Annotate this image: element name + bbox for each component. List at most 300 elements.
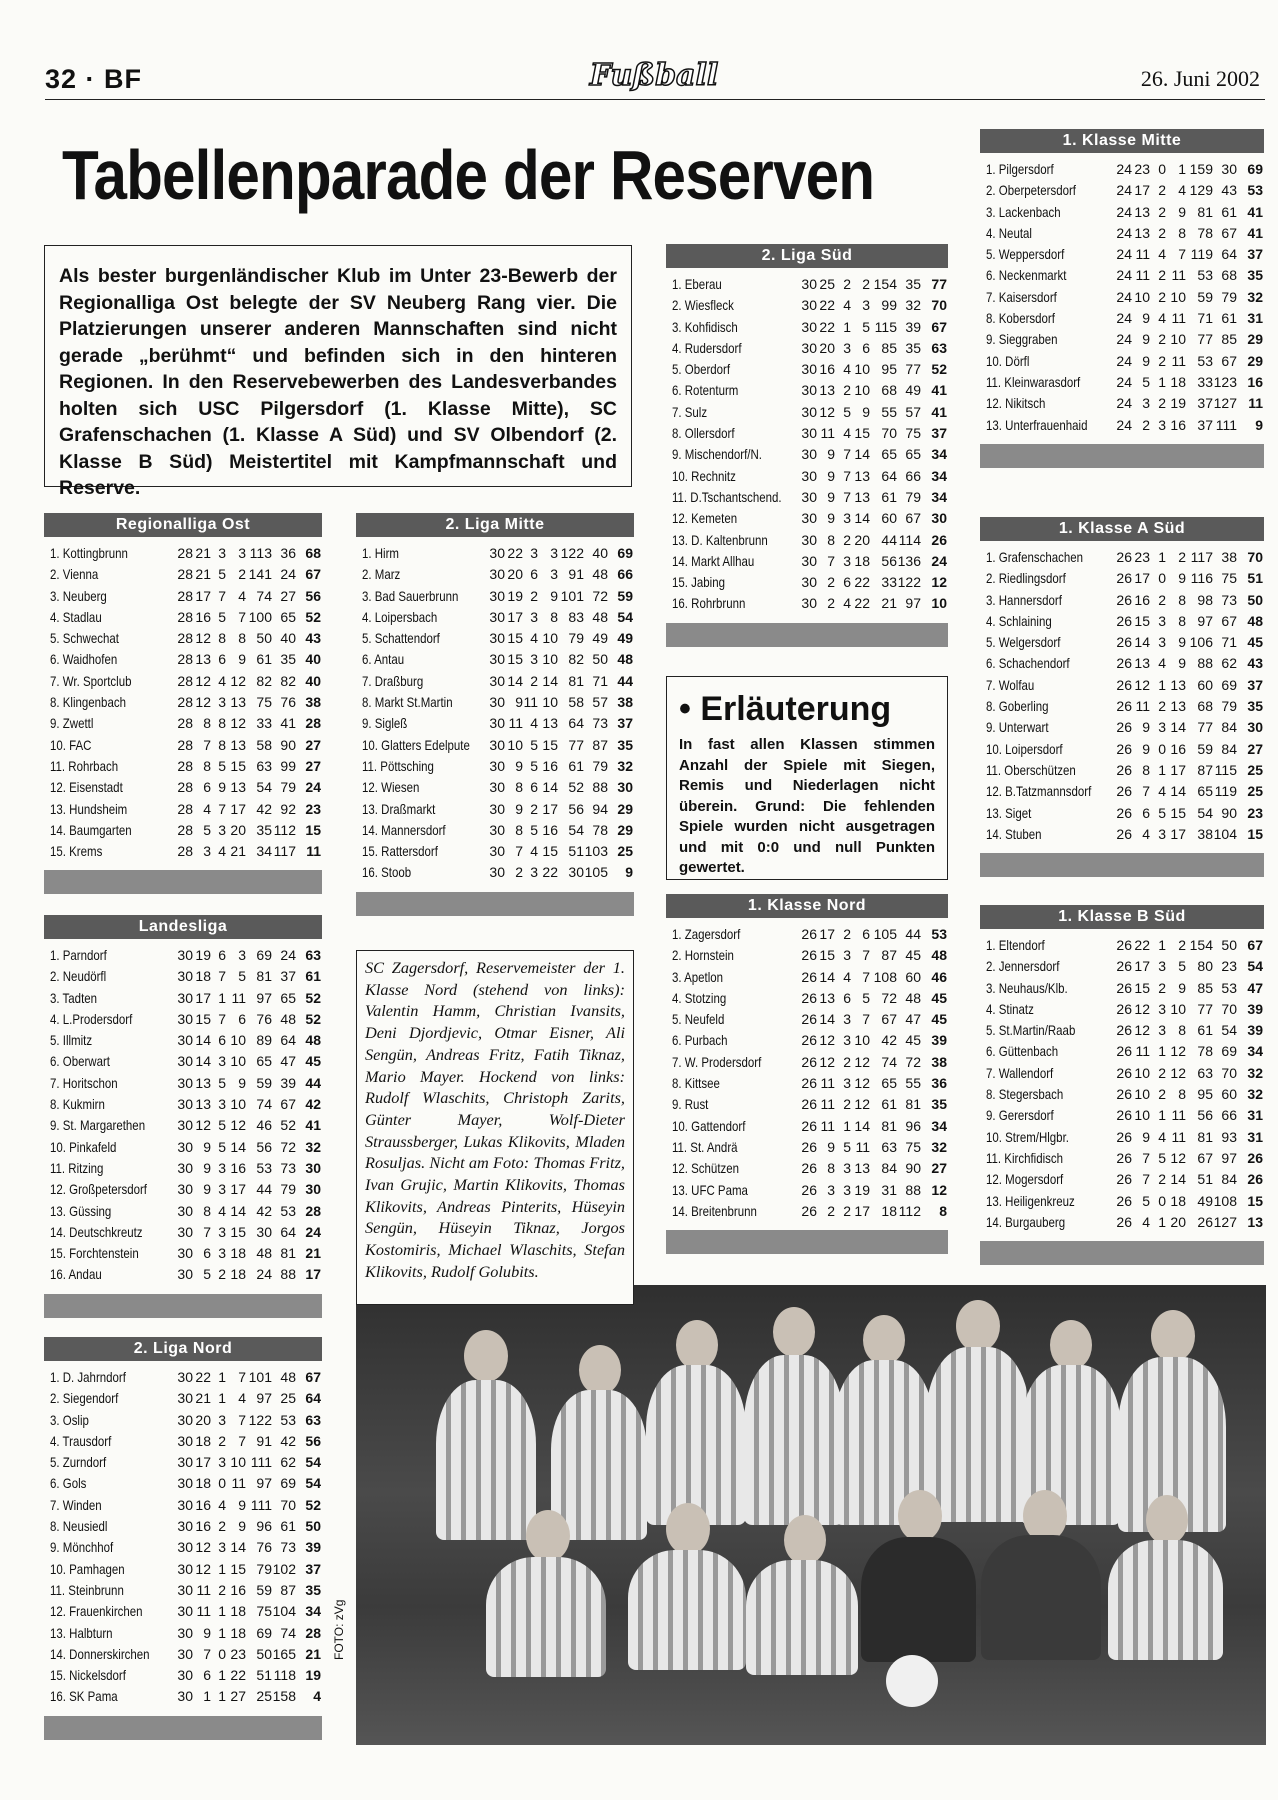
table-row	[44, 564, 322, 585]
team-name: 15. Jabing	[672, 574, 725, 591]
table-1-klasse-a-sued	[980, 517, 1264, 877]
stat-cell: 53	[1197, 267, 1213, 284]
stat-cell: 30	[489, 843, 505, 860]
points: 32	[1247, 288, 1263, 305]
team-name: 1. Pilgersdorf	[986, 161, 1054, 177]
stat-cell: 79	[280, 1181, 296, 1198]
points: 54	[617, 608, 633, 625]
stat-cell: 17	[507, 608, 523, 625]
stat-cell: 9	[1178, 203, 1186, 220]
team-name: 13. Güssing	[50, 1202, 112, 1219]
stat-cell: 68	[1221, 267, 1237, 284]
stat-cell: 22	[854, 595, 870, 612]
stat-cell: 60	[1221, 1086, 1237, 1103]
team-name: 3. Kohfidisch	[672, 318, 738, 335]
stat-cell: 96	[256, 1518, 272, 1535]
stat-cell: 20	[507, 566, 523, 583]
table-row	[44, 543, 322, 564]
stat-cell: 119	[1190, 246, 1213, 263]
stat-cell: 59	[1197, 740, 1213, 757]
stat-cell: 20	[854, 531, 870, 548]
stat-cell: 67	[1221, 352, 1237, 369]
stat-cell: 30	[177, 1518, 193, 1535]
stat-cell: 90	[280, 736, 296, 753]
stat-cell: 3	[1158, 958, 1166, 975]
stat-cell: 56	[568, 800, 584, 817]
points: 39	[1247, 1022, 1263, 1039]
player	[981, 1535, 1101, 1660]
stat-cell: 30	[177, 1138, 193, 1155]
stat-cell: 101	[248, 1369, 272, 1385]
stat-cell: 28	[177, 566, 193, 583]
table-row	[980, 1191, 1264, 1212]
points: 41	[1247, 203, 1263, 220]
stat-cell: 127	[1213, 1213, 1237, 1230]
table-row	[356, 777, 634, 798]
stat-cell: 17	[854, 1202, 870, 1219]
stat-cell: 65	[881, 1075, 897, 1092]
stat-cell: 79	[592, 757, 608, 774]
stat-cell: 16	[542, 757, 558, 774]
stat-cell: 14	[230, 1539, 246, 1556]
points: 42	[305, 1096, 321, 1113]
stat-cell: 3	[203, 843, 211, 860]
stat-cell: 4	[1178, 182, 1186, 199]
stat-cell: 10	[1134, 1064, 1150, 1081]
table-row	[666, 1030, 948, 1051]
stat-cell: 19	[854, 1181, 870, 1198]
stat-cell: 77	[905, 361, 921, 378]
stat-cell: 24	[1116, 395, 1132, 412]
stat-cell: 5	[218, 1138, 226, 1155]
stat-cell: 3	[843, 947, 851, 964]
stat-cell: 50	[256, 1645, 272, 1662]
stat-cell: 15	[542, 736, 558, 753]
points: 31	[1247, 1107, 1263, 1124]
stat-cell: 61	[881, 488, 897, 505]
team-name: 14. Deutschkreutz	[50, 1223, 143, 1240]
player	[436, 1380, 536, 1540]
stat-cell: 3	[218, 1411, 226, 1428]
stat-cell: 9	[1178, 655, 1186, 672]
stat-cell: 90	[905, 1160, 921, 1177]
stat-cell: 30	[489, 566, 505, 583]
stat-cell: 5	[203, 1266, 211, 1283]
stat-cell: 5	[218, 1117, 226, 1134]
team-name: 7. Kaisersdorf	[986, 288, 1057, 305]
stat-cell: 65	[1197, 783, 1213, 800]
points: 46	[931, 968, 947, 985]
stat-cell: 2	[1178, 549, 1186, 565]
stat-cell: 26	[1197, 1213, 1213, 1230]
stat-cell: 24	[1116, 373, 1132, 390]
stat-cell: 3	[843, 1011, 851, 1028]
points: 15	[1247, 1192, 1263, 1209]
points: 35	[1247, 698, 1263, 715]
stat-cell: 12	[819, 1053, 835, 1070]
stat-cell: 90	[1221, 804, 1237, 821]
points: 45	[931, 989, 947, 1006]
stat-cell: 26	[1116, 1192, 1132, 1209]
stat-cell: 3	[1158, 1000, 1166, 1017]
stat-cell: 2	[843, 1053, 851, 1070]
stat-cell: 30	[489, 800, 505, 817]
stat-cell: 3	[550, 545, 558, 561]
stat-cell: 5	[203, 821, 211, 838]
stat-cell: 24	[1116, 224, 1132, 241]
stat-cell: 99	[280, 757, 296, 774]
stat-cell: 81	[280, 1245, 296, 1262]
points: 39	[1247, 1000, 1263, 1017]
stat-cell: 5	[862, 318, 870, 335]
stat-cell: 2	[843, 382, 851, 399]
stat-cell: 15	[507, 651, 523, 668]
team-name: 2. Riedlingsdorf	[986, 570, 1066, 587]
stat-cell: 3	[218, 1096, 226, 1113]
team-name: 4. Neutal	[986, 224, 1032, 241]
stat-cell: 3	[1142, 395, 1150, 412]
table-row	[44, 841, 322, 862]
stat-cell: 12	[1134, 1000, 1150, 1017]
stat-cell: 30	[177, 1074, 193, 1091]
team-name: 7. Wallendorf	[986, 1064, 1054, 1081]
table-row	[44, 1030, 322, 1051]
stat-cell: 1	[1158, 1107, 1166, 1124]
stat-cell: 4	[238, 1390, 246, 1407]
stat-cell: 4	[530, 715, 538, 732]
stat-cell: 112	[273, 821, 296, 838]
stat-cell: 14	[195, 1032, 211, 1049]
stat-cell: 1	[218, 1667, 226, 1684]
stat-cell: 16	[195, 608, 211, 625]
team-name: 4. Stinatz	[986, 1000, 1034, 1017]
table-row	[666, 423, 948, 444]
goalkeeper	[861, 1537, 976, 1662]
stat-cell: 4	[218, 672, 226, 689]
stat-cell: 15	[819, 947, 835, 964]
stat-cell: 60	[905, 968, 921, 985]
stat-cell: 1	[1158, 549, 1166, 565]
stat-cell: 1	[1158, 1213, 1166, 1230]
stat-cell: 30	[1221, 161, 1237, 177]
points: 36	[931, 1075, 947, 1092]
stat-cell: 105	[584, 864, 608, 881]
stat-cell: 37	[1197, 416, 1213, 433]
stat-cell: 0	[218, 1475, 226, 1492]
points: 67	[305, 566, 321, 583]
stat-cell: 60	[881, 510, 897, 527]
stat-cell: 26	[1116, 1064, 1132, 1081]
table-row	[44, 671, 322, 692]
stat-cell: 50	[256, 630, 272, 647]
stat-cell: 30	[177, 968, 193, 985]
stat-cell: 7	[862, 947, 870, 964]
team-name: 14. Burgauberg	[986, 1213, 1066, 1230]
stat-cell: 10	[542, 694, 558, 711]
stat-cell: 3	[843, 510, 851, 527]
stat-cell: 136	[897, 552, 921, 569]
stat-cell: 74	[256, 1096, 272, 1113]
stat-cell: 22	[819, 297, 835, 314]
stat-cell: 3	[1158, 1022, 1166, 1039]
stat-cell: 30	[801, 531, 817, 548]
stat-cell: 2	[1158, 267, 1166, 284]
stat-cell: 76	[256, 1010, 272, 1027]
team-name: 6. Neckenmarkt	[986, 267, 1067, 284]
stat-cell: 116	[1190, 570, 1213, 587]
stat-cell: 30	[801, 318, 817, 335]
stat-cell: 1	[1158, 373, 1166, 390]
team-name: 6. Oberwart	[50, 1053, 110, 1070]
team-name: 11. Pöttsching	[362, 757, 434, 774]
table-row	[980, 675, 1264, 696]
stat-cell: 65	[280, 608, 296, 625]
table-row	[980, 1148, 1264, 1169]
points: 52	[305, 1010, 321, 1027]
points: 30	[305, 1159, 321, 1176]
stat-cell: 3	[827, 1181, 835, 1198]
stat-cell: 12	[230, 1117, 246, 1134]
stat-cell: 49	[1197, 1192, 1213, 1209]
team-name: 1. Hirm	[362, 545, 400, 561]
stat-cell: 65	[280, 989, 296, 1006]
stat-cell: 141	[248, 566, 272, 583]
table-row	[44, 1201, 322, 1222]
stat-cell: 154	[873, 276, 897, 292]
stat-cell: 3	[1158, 719, 1166, 736]
team-name: 1. Kottingbrunn	[50, 545, 128, 561]
stat-cell: 65	[881, 446, 897, 463]
team-name: 10. Pamhagen	[50, 1560, 125, 1577]
stat-cell: 26	[801, 1075, 817, 1092]
stat-cell: 27	[230, 1688, 246, 1705]
stat-cell: 84	[1221, 719, 1237, 736]
stat-cell: 52	[280, 1117, 296, 1134]
table-row	[44, 1388, 322, 1409]
team-name: 16. Andau	[50, 1266, 102, 1283]
team-name: 2. Wiesfleck	[672, 297, 734, 314]
photo-caption: SC Zagersdorf, Reservemeister der 1. Klasse Nord (stehend von links): Valentin Hamm, Christian Ivansits, Deni Djordjevic, Otmar Eisner, Ali Sengün, Andreas Fritz, Fatih Tiknaz, Mario Mayer. Hockend von links: Rudolf Wlaschits, Christoph Zarits, Günter Mayer, Wolf-Dieter Straussberger, Lukas Klikovits, Mladen Rosuljas. Nicht am Foto: Thomas Fritz, Ivan Grujic, Martin Klikovits, Thomas Klikovits, Andreas Pinterits, Hüseyin Sengün, Hüseyin Tiknaz, Jorgos Kostomiris, Michael Wlaschits, Stefan Klikovits, Rudolf Golubits.	[356, 950, 634, 1305]
stat-cell: 61	[256, 651, 272, 668]
team-name: 2. Siegendorf	[50, 1390, 119, 1407]
stat-cell: 2	[1158, 979, 1166, 996]
table-row	[666, 444, 948, 465]
stat-cell: 88	[1197, 655, 1213, 672]
stat-cell: 81	[1197, 203, 1213, 220]
team-name: 8. Kukmirn	[50, 1096, 105, 1113]
stat-cell: 115	[874, 318, 897, 335]
team-name: 7. Wolfau	[986, 676, 1035, 693]
stat-cell: 12	[195, 1560, 211, 1577]
stat-cell: 2	[1158, 1064, 1166, 1081]
stat-cell: 14	[854, 1117, 870, 1134]
points: 52	[305, 1496, 321, 1513]
stat-cell: 30	[177, 1432, 193, 1449]
points: 12	[931, 1181, 947, 1198]
stat-cell: 23	[1221, 958, 1237, 975]
stat-cell: 77	[1197, 1000, 1213, 1017]
points: 61	[305, 968, 321, 985]
stat-cell: 1	[218, 1390, 226, 1407]
table-row	[44, 1137, 322, 1158]
stat-cell: 57	[905, 403, 921, 420]
stat-cell: 114	[898, 531, 921, 548]
stat-cell: 26	[1116, 570, 1132, 587]
team-name: 6. Antau	[362, 651, 405, 668]
stat-cell: 17	[1134, 570, 1150, 587]
team-name: 3. Oslip	[50, 1411, 89, 1428]
table-row	[980, 244, 1264, 265]
team-name: 7. Draßburg	[362, 672, 424, 689]
stat-cell: 17	[1170, 761, 1186, 778]
stat-cell: 7	[218, 800, 226, 817]
stat-cell: 2	[218, 1581, 226, 1598]
stat-cell: 23	[1134, 161, 1150, 177]
team-name: 11. Ritzing	[50, 1159, 104, 1176]
stat-cell: 14	[1170, 1171, 1186, 1188]
team-name: 4. Stadlau	[50, 608, 102, 625]
stat-cell: 2	[843, 1096, 851, 1113]
stat-cell: 13	[230, 779, 246, 796]
stat-cell: 22	[195, 1369, 211, 1385]
stat-cell: 9	[1142, 310, 1150, 327]
points: 28	[305, 1624, 321, 1641]
stat-cell: 26	[801, 968, 817, 985]
points: 17	[305, 1266, 321, 1283]
team-name: 5. Schwechat	[50, 630, 119, 647]
stat-cell: 2	[827, 574, 835, 591]
stat-cell: 7	[843, 446, 851, 463]
table-row	[44, 966, 322, 987]
stat-cell: 61	[1221, 203, 1237, 220]
stat-cell: 48	[280, 1369, 296, 1385]
stat-cell: 18	[1170, 1192, 1186, 1209]
stat-cell: 9	[862, 403, 870, 420]
points: 30	[931, 510, 947, 527]
team-name: 11. Oberschützen	[986, 761, 1076, 778]
stat-cell: 14	[195, 1053, 211, 1070]
points: 50	[1247, 591, 1263, 608]
stat-cell: 13	[195, 1096, 211, 1113]
team-name: 1. Eltendorf	[986, 937, 1045, 953]
stat-cell: 78	[1197, 224, 1213, 241]
table-row	[980, 590, 1264, 611]
stat-cell: 1	[843, 1117, 851, 1134]
table-row	[44, 1051, 322, 1072]
stat-cell: 56	[881, 552, 897, 569]
stat-cell: 11	[820, 425, 835, 442]
stat-cell: 55	[905, 1075, 921, 1092]
stat-cell: 24	[1116, 246, 1132, 263]
player	[744, 1355, 844, 1525]
stat-cell: 30	[177, 1390, 193, 1407]
points: 21	[305, 1245, 321, 1262]
stat-cell: 91	[256, 1432, 272, 1449]
stat-cell: 89	[256, 1032, 272, 1049]
stat-cell: 17	[195, 587, 211, 604]
stat-cell: 35	[905, 276, 921, 292]
table-footer-bar	[356, 892, 634, 916]
stat-cell: 74	[881, 1053, 897, 1070]
stat-cell: 9	[515, 800, 523, 817]
team-name: 13. Hundsheim	[50, 800, 128, 817]
stat-cell: 96	[905, 1117, 921, 1134]
table-row	[980, 1169, 1264, 1190]
stat-cell: 81	[1197, 1128, 1213, 1145]
explanation-text: In fast allen Klassen stimmen Anzahl der Spiele mit Siegen, Remis und Niederlagen nicht überein. Grund: Die fehlenden Spiele wurden nicht ausgetragen und mit 0:0 und null Punkten gewertet.	[679, 736, 935, 876]
stat-cell: 26	[1116, 612, 1132, 629]
team-name: 11. Rohrbach	[50, 757, 119, 774]
stat-cell: 35	[280, 651, 296, 668]
team-name: 13. Unterfrauenhaid	[986, 416, 1088, 433]
team-name: 1. Zagersdorf	[672, 926, 741, 942]
table-row	[980, 415, 1264, 436]
team-name: 11. Steinbrunn	[50, 1581, 124, 1598]
stat-cell: 10	[1134, 288, 1150, 305]
table-row	[980, 372, 1264, 393]
stat-cell: 68	[881, 382, 897, 399]
table-row	[980, 1127, 1264, 1148]
stat-cell: 24	[1116, 203, 1132, 220]
stat-cell: 45	[905, 1032, 921, 1049]
table-row	[980, 329, 1264, 350]
stat-cell: 38	[1221, 549, 1237, 565]
stat-cell: 24	[280, 947, 296, 963]
points: 35	[931, 1096, 947, 1113]
stat-cell: 14	[507, 672, 523, 689]
stat-cell: 6	[203, 1245, 211, 1262]
stat-cell: 10	[854, 382, 870, 399]
stat-cell: 5	[862, 989, 870, 1006]
table-row	[356, 799, 634, 820]
stat-cell: 67	[280, 1096, 296, 1113]
team-name: 8. Ollersdorf	[672, 425, 735, 442]
table-row	[44, 692, 322, 713]
stat-cell: 12	[1134, 1022, 1150, 1039]
table-row	[666, 551, 948, 572]
table-row	[666, 1180, 948, 1201]
team-name: 15. Nickelsdorf	[50, 1667, 126, 1684]
stat-cell: 9	[203, 1624, 211, 1641]
table-row	[980, 956, 1264, 977]
stat-cell: 26	[1116, 1213, 1132, 1230]
stat-cell: 25	[256, 1688, 272, 1705]
stat-cell: 37	[280, 968, 296, 985]
stat-cell: 101	[560, 587, 584, 604]
stat-cell: 21	[195, 1390, 211, 1407]
stat-cell: 129	[1189, 182, 1213, 199]
stat-cell: 13	[1170, 698, 1186, 715]
team-name: 11. Kirchfidisch	[986, 1149, 1064, 1166]
stat-cell: 10	[230, 1454, 246, 1471]
stat-cell: 92	[280, 800, 296, 817]
stat-cell: 8	[203, 757, 211, 774]
table-row	[44, 713, 322, 734]
stat-cell: 16	[819, 361, 835, 378]
stat-cell: 3	[1158, 416, 1166, 433]
team-name: 10. Glatters Edelpute	[362, 736, 470, 753]
points: 15	[1247, 825, 1263, 842]
table-row	[980, 803, 1264, 824]
table-row	[44, 735, 322, 756]
table-row	[980, 351, 1264, 372]
stat-cell: 111	[250, 1454, 272, 1471]
points: 38	[617, 694, 633, 711]
stat-cell: 47	[280, 1053, 296, 1070]
stat-cell: 11	[196, 1581, 211, 1598]
table-row	[356, 586, 634, 607]
team-name: 10. Dörfl	[986, 352, 1030, 369]
